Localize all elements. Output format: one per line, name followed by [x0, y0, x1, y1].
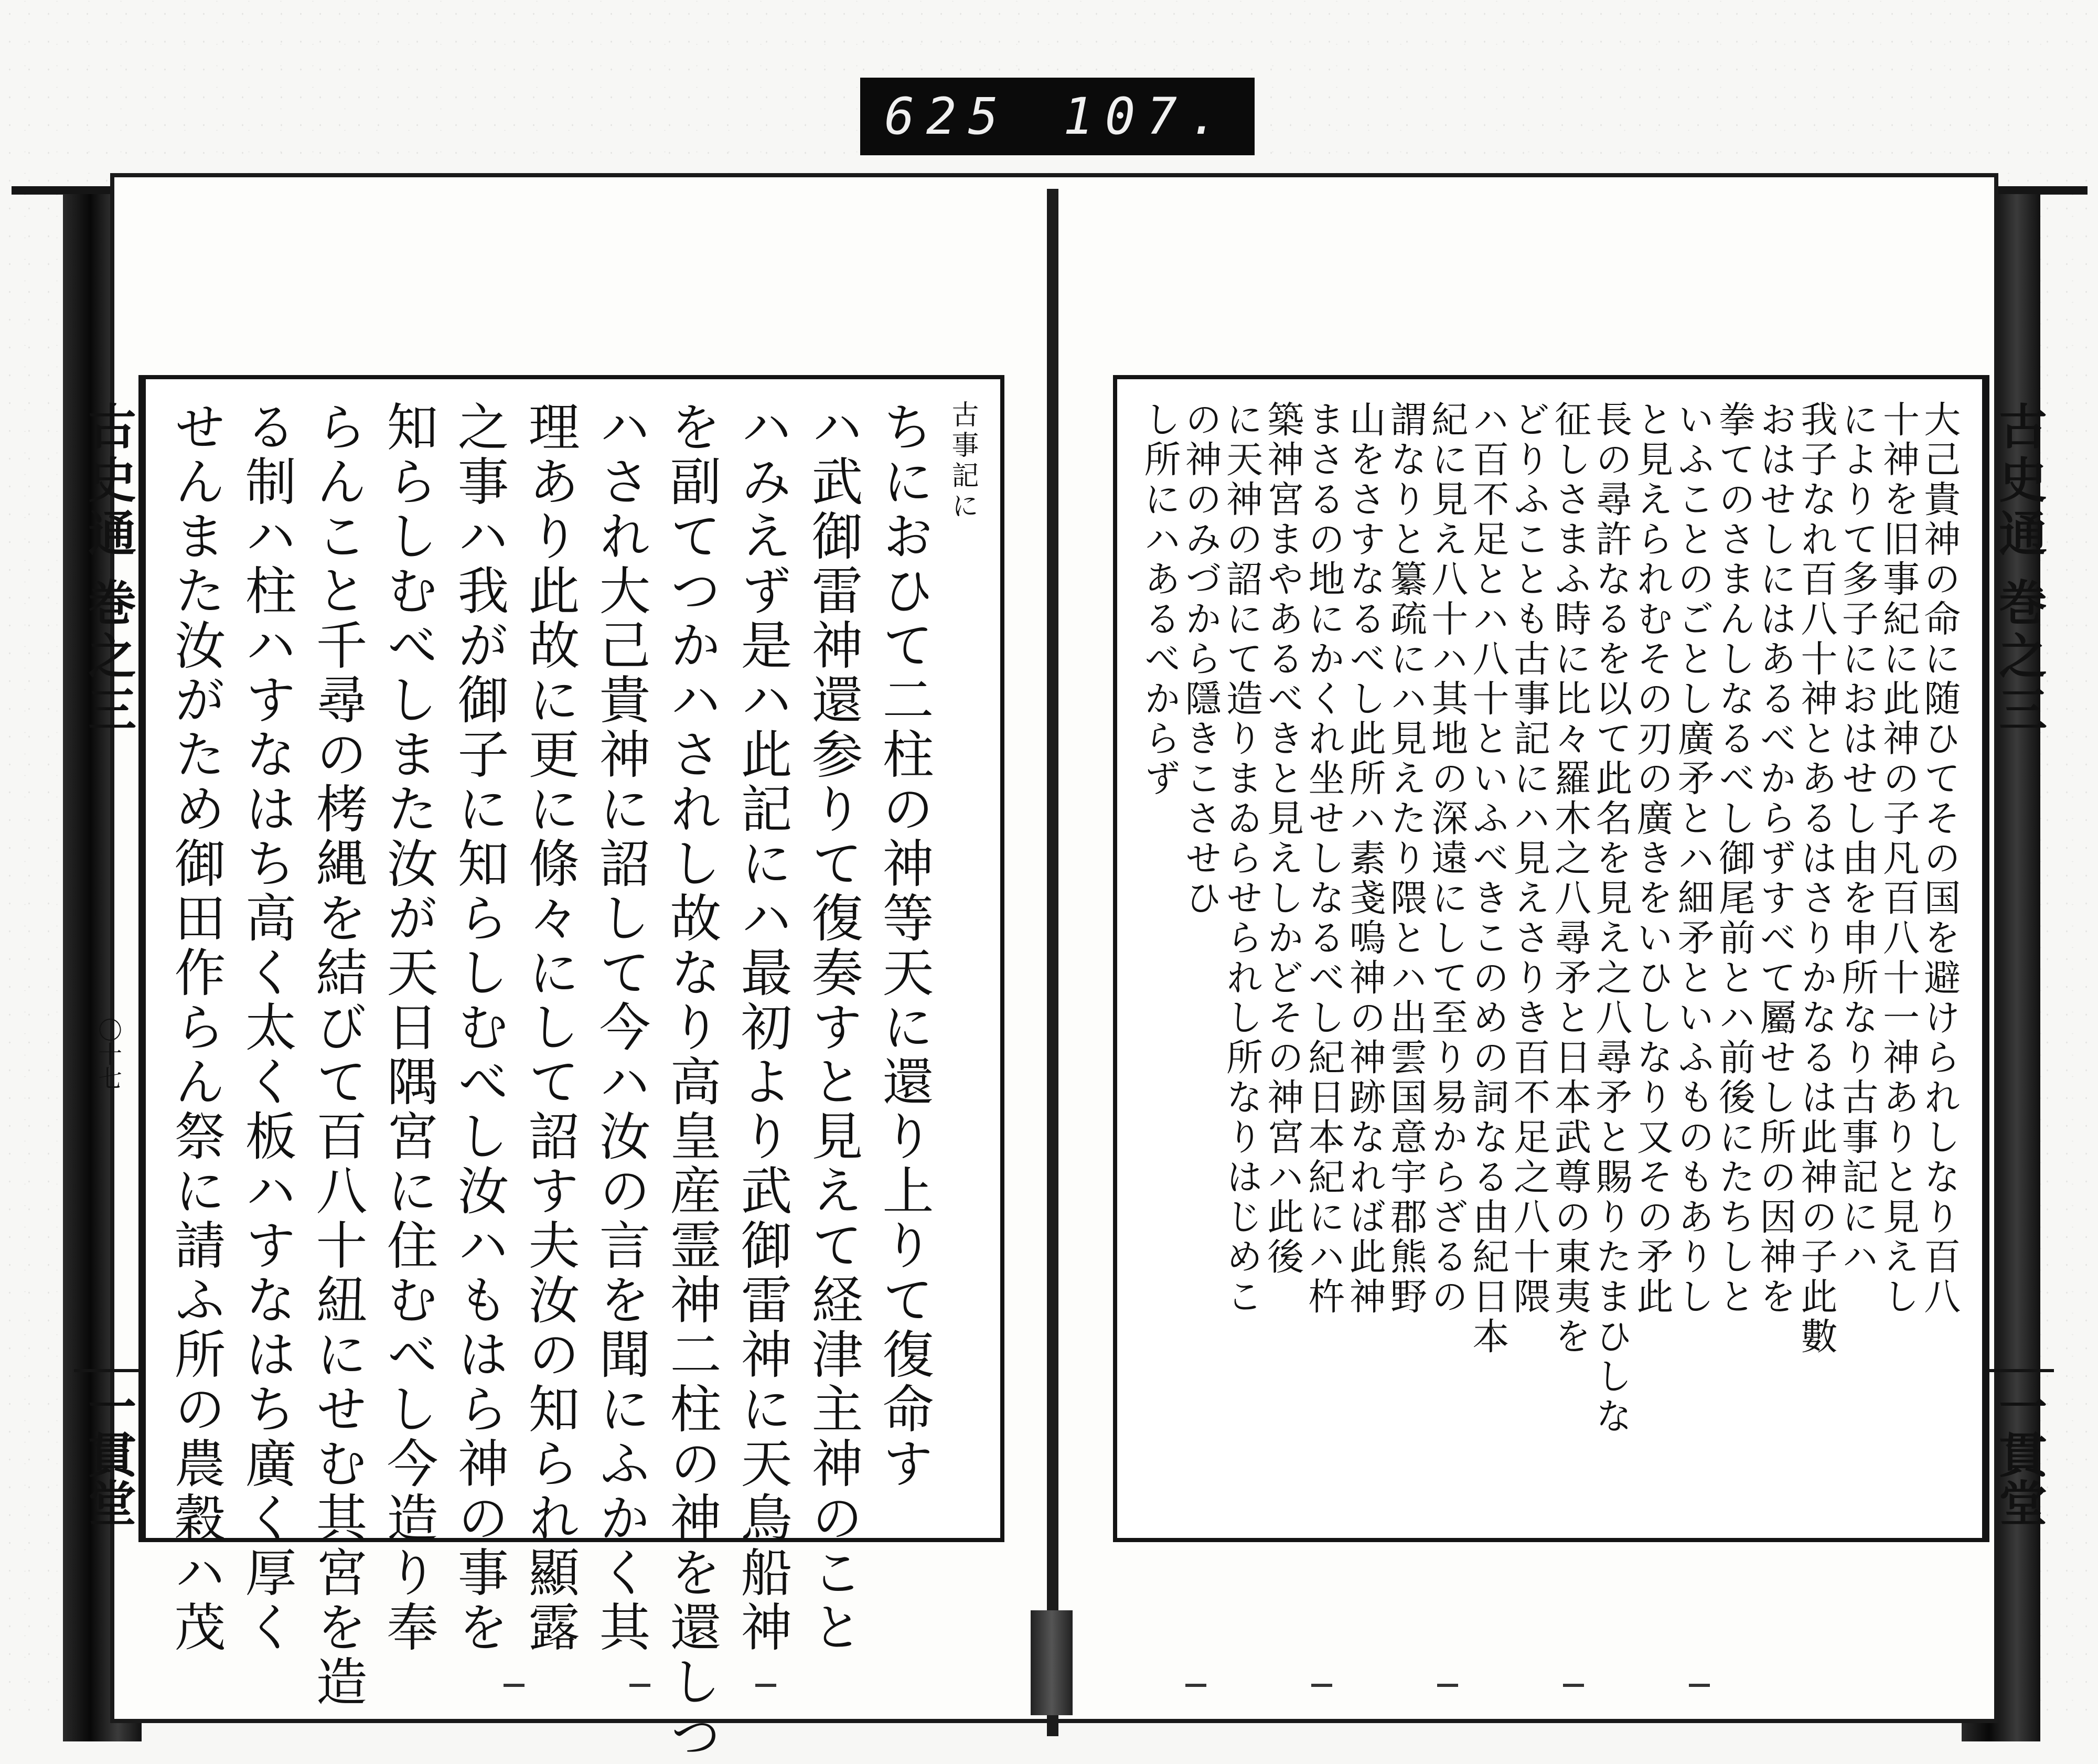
right-text-frame	[1113, 375, 1986, 1542]
edge-mark	[1563, 1684, 1584, 1687]
edge-mark	[1185, 1684, 1206, 1687]
text-column: 長の尋許なるを以て此名を見え之八尋矛と賜りたまひしな	[1589, 400, 1633, 1437]
text-column: おはせしにはあるべからずすべて屬せし所の因神を	[1753, 400, 1797, 1317]
text-column: 大己貴神の命に随ひてその国を避けられしなり百八	[1918, 400, 1961, 1317]
text-column: 十神を旧事紀に此神の子凡百八十一神ありと見えし	[1877, 400, 1920, 1317]
left-margin-heading	[74, 401, 143, 738]
edge-mark	[504, 1684, 524, 1687]
text-column: し所にハあるべからず	[1138, 400, 1181, 799]
text-column: いふことのごとし廣矛とハ細矛といふものもありし	[1672, 400, 1715, 1317]
left-page-folio: 〇十七	[94, 1017, 123, 1090]
edge-mark	[1437, 1684, 1458, 1687]
text-column: せんまた汝がため御田作らん祭に請ふ所の農穀ハ茂	[166, 400, 226, 1655]
spine-binding-tab	[1031, 1610, 1073, 1715]
left-margin-title: 古史通	[80, 401, 137, 562]
text-column: ハみえず是ハ此記にハ最初より武御雷神に天鳥船神	[732, 400, 792, 1655]
left-text-columns	[166, 400, 978, 1764]
edge-mark	[1311, 1684, 1332, 1687]
text-column: まさるの地にかくれ坐せしなるべし紀日本紀にハ杵	[1302, 400, 1345, 1317]
text-column: 知らしむべしまた汝が天日隅宮に住むべし今造り奉	[378, 400, 438, 1655]
left-publisher-mark: 一貫堂	[74, 1369, 143, 1526]
archive-number-left: 625	[884, 87, 1010, 146]
text-column: どりふことも古事記にハ見えさりき百不足之八十隈	[1507, 400, 1551, 1317]
archive-label-plate	[860, 78, 1255, 155]
text-column: 我子なれ百八十神とあるはさりかなるは此神の子此數	[1795, 400, 1838, 1357]
text-column: る制ハ柱ハすなはち高く太く板ハすなはち廣く厚く	[237, 400, 296, 1655]
right-margin-heading	[1985, 401, 2054, 738]
right-page-margin	[1986, 375, 2049, 1542]
text-column: に天神の詔にて造りまゐらせられし所なりはじめこ	[1220, 400, 1264, 1317]
text-column: 紀に見え八十ハ其地の深遠にして至り易からざるの	[1425, 400, 1469, 1317]
text-column: 築神宮まやあるべきと見えしかどその神宮ハ此後	[1261, 400, 1304, 1277]
text-column: 拳てのさまんしなるべし御尾前とハ前後にたちしと	[1712, 400, 1756, 1317]
right-text-columns	[1138, 400, 1961, 1523]
text-column: を副てつかハされし故なり高皇産霊神二柱の神を還しつ	[661, 400, 721, 1764]
right-margin-volume: 巻之三	[1991, 578, 2048, 738]
book-spine	[1047, 189, 1058, 1736]
text-column: ハされ大己貴神に詔して今ハ汝の言を聞にふかく其	[591, 400, 650, 1655]
left-margin-volume: 巻之三	[80, 578, 137, 738]
text-column: 山をさすなるべし此所ハ素戔嗚神の神跡なれば此神	[1343, 400, 1387, 1317]
text-column: の神のみづから隱きこさせひ	[1179, 400, 1223, 918]
text-column: ちにおひて二柱の神等天に還り上りて復命す	[874, 400, 934, 1491]
text-column: 征しさまふ時に比々羅木之八尋矛と日本武尊の東夷を	[1548, 400, 1592, 1357]
bottom-edge-marks-left	[504, 1684, 776, 1688]
edge-mark	[755, 1684, 776, 1687]
edge-mark	[629, 1684, 650, 1687]
text-column: 理あり此故に更に條々にして詔す夫汝の知られ顯露	[520, 400, 580, 1655]
text-column: ハ百不足とハ八十といふべきこのめの詞なる由紀日本	[1467, 400, 1510, 1357]
text-column: らんこと千尋の栲縄を結びて百八十紐にせむ其宮を造	[307, 400, 367, 1709]
archive-number-right: 107.	[1063, 87, 1230, 146]
edge-mark	[1689, 1684, 1710, 1687]
left-text-frame	[142, 375, 1004, 1764]
right-publisher-mark: 一貫堂	[1985, 1369, 2054, 1526]
text-column: 之事ハ我が御子に知らしむべし汝ハもはら神の事を	[449, 400, 509, 1655]
text-column: ハ武御雷神還参りて復奏すと見えて経津主神のこと	[803, 400, 863, 1655]
text-column: と見えられむその刃の廣きをいひしなり又その矛此	[1631, 400, 1674, 1317]
text-column: 謂なりと纂疏にハ見えたり隈とハ出雲国意宇郡熊野	[1384, 400, 1428, 1317]
right-margin-title: 古史通	[1991, 401, 2048, 562]
text-column: 古事記に	[947, 400, 978, 522]
bottom-edge-marks-right	[1185, 1684, 1710, 1688]
text-column: によりて多子におはせし由を申所なり古事記にハ	[1836, 400, 1879, 1277]
left-page-margin	[79, 375, 142, 1542]
